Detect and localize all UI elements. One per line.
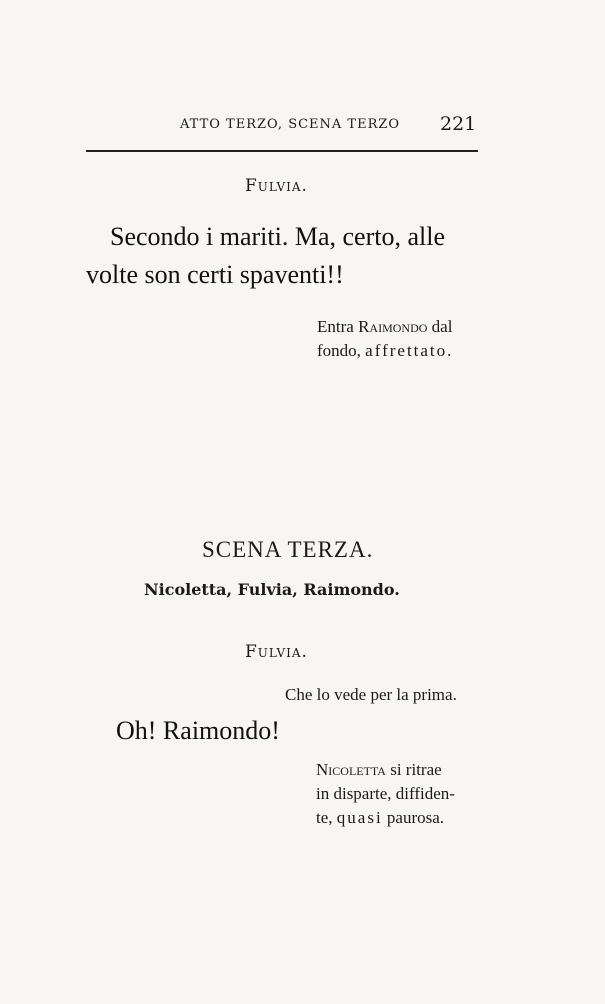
stage-text: Entra [317, 317, 359, 336]
stage-text: si ritrae [385, 760, 442, 779]
speaker-name: Fulvia. [245, 642, 308, 662]
stage-direction-line [316, 806, 455, 830]
stage-direction [316, 758, 455, 830]
header-rule [86, 150, 478, 152]
stage-text: dal [427, 317, 453, 336]
scene-title: SCENA TERZA. [202, 537, 374, 562]
stage-direction-line [317, 315, 453, 339]
speech-line: Oh! Raimondo! [116, 716, 280, 745]
stage-direction: Che lo vede per la prima. [285, 685, 457, 704]
stage-direction-line [316, 758, 455, 782]
character-name: Nicoletta [316, 760, 386, 779]
speaker-name: Fulvia. [245, 176, 308, 196]
speech-line: volte son certi spaventi!! [86, 260, 344, 289]
stage-direction-line [317, 339, 453, 363]
scene-characters: Nicoletta, Fulvia, Raimondo. [144, 580, 400, 599]
stage-text: te, [316, 808, 337, 827]
stage-direction [317, 315, 453, 363]
running-header: ATTO TERZO, SCENA TERZO [180, 117, 401, 132]
stage-direction-line: in disparte, diffiden- [316, 784, 455, 803]
stage-text: fondo, [317, 341, 366, 360]
page-number: 221 [440, 113, 477, 135]
stage-text-spaced: quasi [336, 808, 383, 827]
stage-text: paurosa. [382, 808, 445, 827]
character-name: Raimondo [358, 317, 428, 336]
stage-text-spaced: affrettato. [365, 341, 454, 360]
speech-line: Secondo i mariti. Ma, certo, alle [110, 222, 446, 251]
